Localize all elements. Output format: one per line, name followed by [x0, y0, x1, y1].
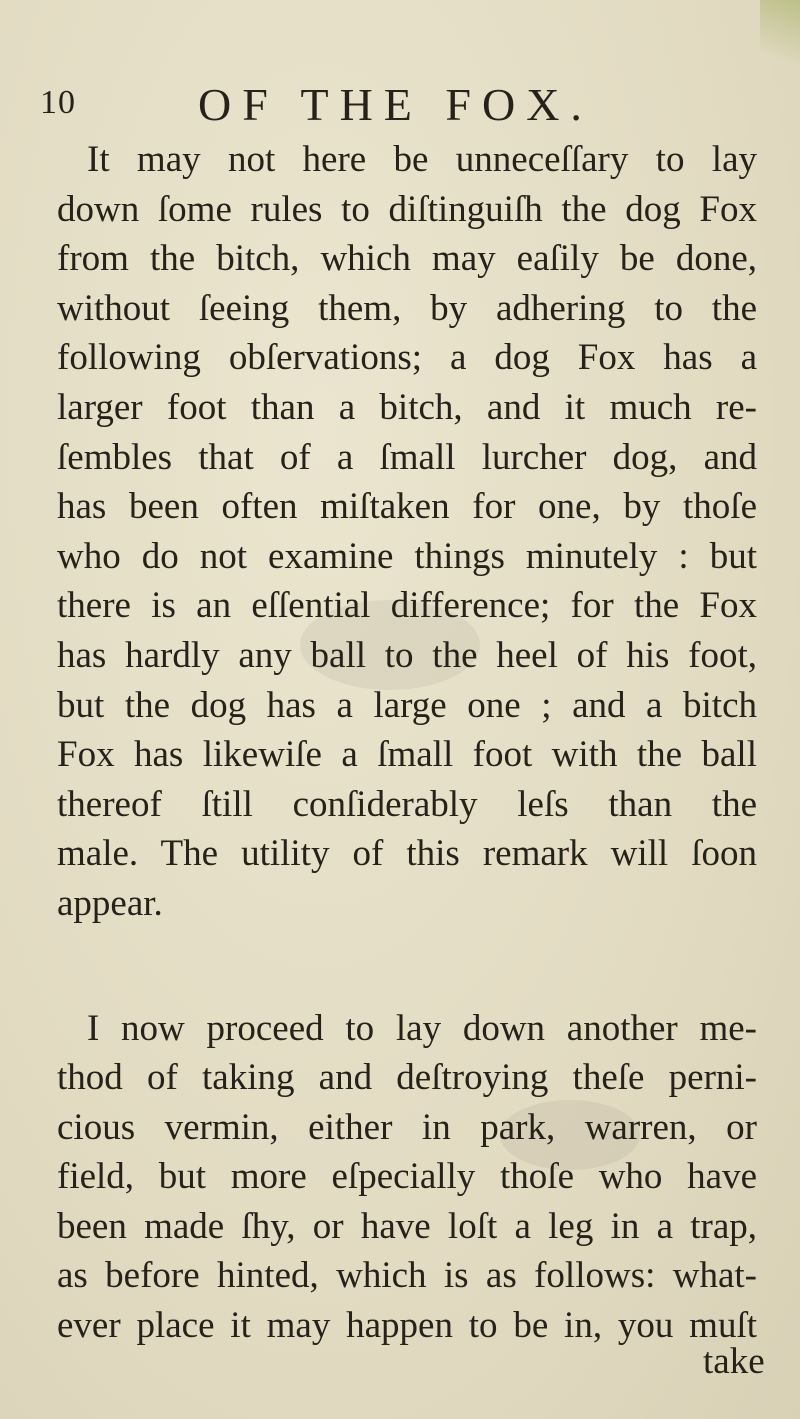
text-line: but the dog has a large one ; and a bitch	[57, 684, 757, 726]
text-line: been made ſhy, or have loſt a leg in a trap,	[57, 1205, 757, 1247]
text-line: appear.	[57, 882, 163, 924]
text-line: has hardly any ball to the heel of his foot,	[57, 634, 757, 676]
page-corner-stain	[760, 0, 800, 70]
paragraph-2	[57, 1004, 757, 1351]
text-line: male. The utility of this remark will ſoon	[57, 833, 757, 875]
text-line: from the bitch, which may eaſily be done,	[57, 238, 757, 280]
text-line: Fox has likewiſe a ſmall foot with the ball	[57, 734, 757, 776]
text-line: It may not here be unneceſſary to lay	[87, 139, 757, 180]
text-line: following obſervations; a dog Fox has a	[57, 337, 757, 379]
page-header	[40, 78, 760, 128]
text-line: who do not examine things minutely : but	[57, 535, 757, 577]
text-line: as before hinted, which is as follows: what-	[57, 1255, 757, 1297]
text-line: larger foot than a bitch, and it much re-	[57, 386, 757, 428]
catchword: take	[703, 1341, 765, 1382]
text-line: thereof ſtill conſiderably leſs than the	[57, 783, 757, 825]
text-line: field, but more eſpecially thoſe who have	[57, 1156, 757, 1198]
text-line: down ſome rules to diſtinguiſh the dog Fox	[57, 188, 757, 230]
paragraph-gap	[57, 929, 757, 1004]
text-line: without ſeeing them, by adhering to the	[57, 287, 757, 329]
text-line: ſembles that of a ſmall lurcher dog, and	[57, 436, 757, 478]
body-text	[57, 135, 757, 1351]
text-line: I now proceed to lay down another me-	[87, 1007, 757, 1049]
text-line: thod of taking and deſtroying theſe perni-	[57, 1057, 757, 1099]
running-head: OF THE FOX.	[198, 79, 593, 130]
text-line: there is an eſſential difference; for the Fox	[57, 585, 757, 627]
paragraph-1	[57, 135, 757, 929]
text-line: ever place it may happen to be in, you muſt	[57, 1305, 757, 1347]
text-line: cious vermin, either in park, warren, or	[57, 1106, 757, 1148]
page-number: 10	[40, 84, 76, 121]
text-line: has been often miſtaken for one, by thoſe	[57, 486, 757, 528]
